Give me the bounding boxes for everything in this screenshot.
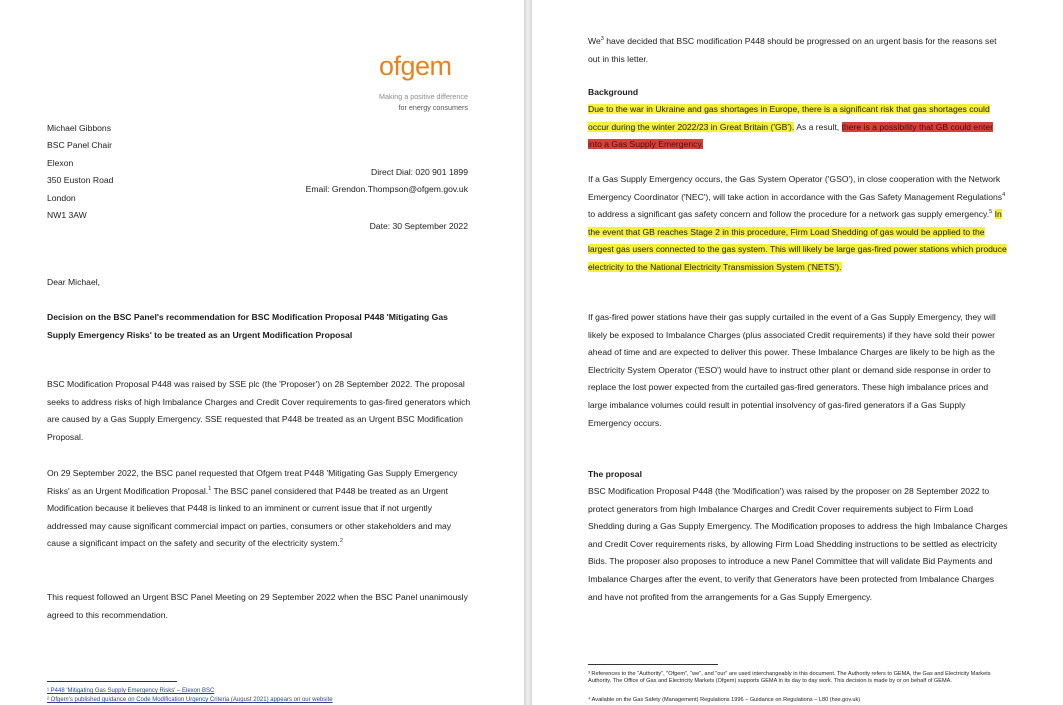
logo-tagline-2: for energy consumers — [398, 103, 468, 112]
direct-dial: Direct Dial: 020 901 1899 — [371, 167, 468, 177]
footnote-divider — [588, 664, 718, 665]
paragraph-2-text-a: On 29 September 2022, the BSC panel requested that Ofgem treat P448 'Mitigating Gas Supply Emergency Risks' as an Urgent Modification Proposal. — [47, 468, 458, 496]
address-line: 350 Euston Road — [47, 175, 114, 186]
paragraph-3: This request followed an Urgent BSC Panel Meeting on 29 September 2022 when the BSC Panel unanimously agreed to this recommendation. — [47, 592, 468, 620]
recipient-address — [47, 120, 113, 224]
contact-details — [306, 164, 468, 199]
red-highlighted-text: there is a possibility that GB could enter into a Gas Supply Emergency. — [588, 121, 994, 150]
address-line: Elexon — [47, 157, 74, 168]
footnote-3: ³ References to the "Authority", "Ofgem", "we", and "our" are used interchangeably in this document. The Authority refers to GEMA, the Gas and Electricity Markets Authority. The Office of Gas and Electricity Markets (Ofgem) supports GEMA in its day to day work. This decision is made by or on behalf of GEMA. — [588, 671, 991, 684]
background-heading: Background — [588, 87, 639, 97]
email-address: Email: Grendon.Thompson@ofgem.gov.uk — [305, 184, 468, 195]
footnote-4: ⁴ Available on the Gas Safety (Management) Regulations 1996 – Guidance on Regulations – L80 (hse.gov.uk) — [588, 697, 861, 703]
intro-text-b: have decided that BSC modification P448 should be progressed on an urgent basis for the reasons set out in this letter. — [588, 36, 997, 64]
footnote-ref: 3 — [600, 36, 604, 43]
highlighted-text: Due to the war in Ukraine and gas shortages in Europe, there is a significant risk that gas shortages could occur during the winter 2022/23 in Great Britain ('GB'). — [588, 104, 990, 132]
footnote-ref: 4 — [1002, 191, 1006, 198]
paragraph-proposal: BSC Modification Proposal P448 (the 'Modification') was raised by the proposer on 28 September 2022 to protect generators from high Imbalance Charges and Credit Cover requirements subject to Firm Load Shedding during a Gas Supply Emergency. The Modification proposes to address the high Imbalance Charges and Credit Cover requirements risks, by allowing Firm Load Shedding instructions to be settled as electricity Bids. The proposer also proposes to introduce a new Panel Committee that will validate Bid Payments and Imbalance Charges after the event, to verify that Generators have been protected from Imbalance Charges and have not profited from the arrangements for a Gas Supply Emergency. — [588, 486, 1008, 602]
background-paragraph — [588, 101, 1008, 154]
paragraph-2-text-b: The BSC panel considered that P448 be treated as an Urgent Modification because it believes that P448 is linked to an imminent or current issue that if not urgently addressed may cause significant commercial impact on parties, consumers or other stakeholders and may cause a significant impact on the safety and security of the electricity system. — [47, 485, 452, 549]
footnote-link-1[interactable]: ¹ P448 'Mitigating Gas Supply Emergency Risks' – Elexon BSC — [47, 688, 215, 694]
footnote-ref: 5 — [989, 209, 993, 216]
page-gutter — [524, 0, 532, 705]
logo-tagline: Making a positive difference — [379, 92, 468, 101]
highlighted-text: In the event that GB reaches Stage 2 in this procedure, Firm Load Shedding of gas would be applied to the largest gas users connected to the gas system. This will likely be large gas-fired power stations which produce electricity to the National Electricity Transmission System ('NETS'). — [588, 209, 1007, 272]
ofgem-logo: ofgem — [379, 51, 452, 81]
intro-text-a: We — [588, 36, 601, 46]
letter-subject: Decision on the BSC Panel's recommendation for BSC Modification Proposal P448 'Mitigating Gas Supply Emergency Risks' to be treated as an Urgent Modification Proposal — [47, 312, 448, 340]
paragraph-2 — [47, 465, 472, 553]
footnote-ref: 1 — [208, 485, 212, 492]
intro-paragraph — [588, 33, 1008, 68]
footnote-ref: 2 — [339, 538, 343, 545]
p2-text-a: If a Gas Supply Emergency occurs, the Gas System Operator ('GSO'), in close cooperation with the Network Emergency Coordinator ('NEC'), will take action in accordance with the Gas Safety Management Regulations — [588, 174, 1003, 202]
address-line: BSC Panel Chair — [47, 140, 112, 151]
paragraph-1: BSC Modification Proposal P448 was raised by SSE plc (the 'Proposer') on 28 September 2022. The proposal seeks to address risks of high Imbalance Charges and Credit Cover requirements to gas-fired generators which are caused by a Gas Supply Emergency. SSE requested that P448 be treated as an Urgent BSC Modification Proposal. — [47, 379, 471, 442]
paragraph-imbalance: If gas-fired power stations have their gas supply curtailed in the event of a Gas Supply Emergency, they will likely be exposed to Imbalance Charges (plus associated Credit requirements) if they have sold their power ahead of time and are expected to deliver this power. These Imbalance Charges are likely to be high as the Electricity System Operator ('ESO') would have to instruct other plant or demand side response in order to replace the lost power expected from the curtailed gas-fired generators. These high imbalance prices and large imbalance volumes could result in potential insolvency of gas-fired generators if a Gas Supply Emergency occurs. — [588, 312, 996, 428]
proposal-heading: The proposal — [588, 469, 642, 479]
letter-page-2 — [532, 0, 1063, 705]
paragraph-gas-emergency — [588, 171, 1008, 277]
address-line: London — [47, 192, 76, 203]
footnote-link-2[interactable]: ² Ofgem's published guidance on Code Modification Urgency Criteria (August 2021) appears on our website — [47, 697, 333, 703]
plain-text: As a result, — [794, 121, 842, 132]
salutation: Dear Michael, — [47, 277, 101, 287]
address-line: Michael Gibbons — [47, 123, 112, 133]
letter-date: Date: 30 September 2022 — [369, 221, 468, 231]
letter-page-1 — [0, 0, 524, 705]
p2-text-b: to address a significant gas safety concern and follow the procedure for a network gas supply emergency. — [588, 209, 990, 220]
footnote-divider — [47, 681, 177, 682]
address-line: NW1 3AW — [47, 210, 87, 221]
